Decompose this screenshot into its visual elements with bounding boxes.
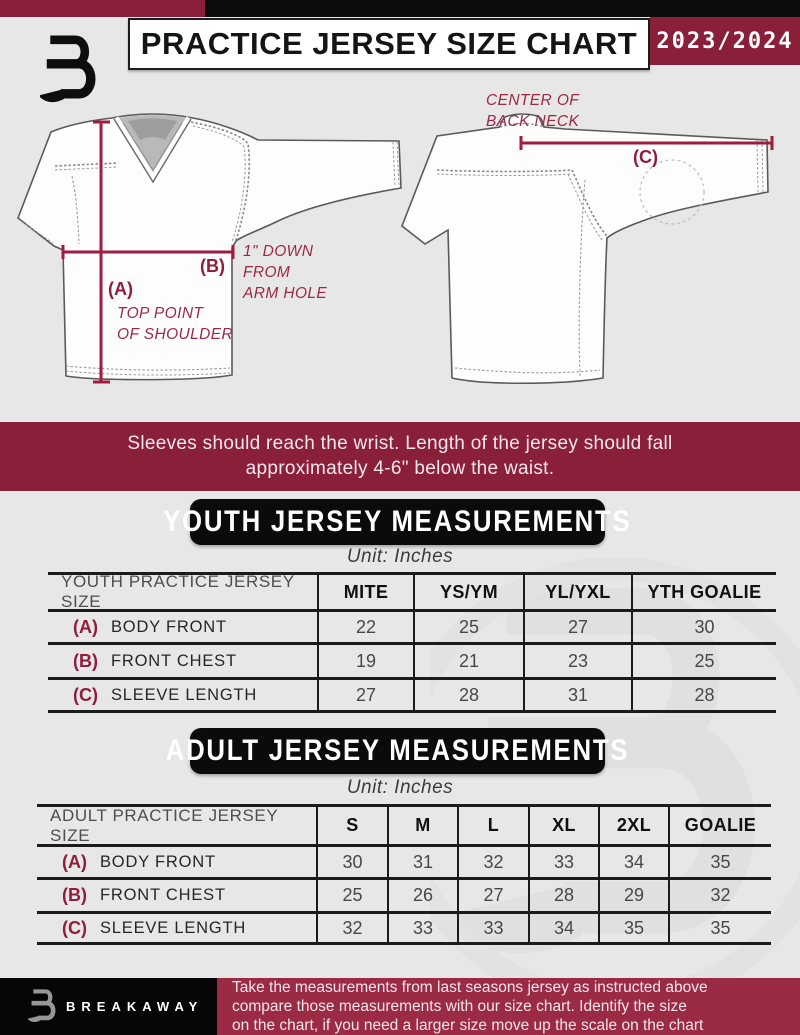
title-box (128, 18, 650, 70)
size-header-cell: XL (528, 804, 598, 844)
row-key: (C) (62, 917, 87, 938)
value-cell: 25 (631, 642, 776, 677)
size-header-cell: S (316, 804, 387, 844)
top-strip-black (205, 0, 800, 17)
row-label: BODY FRONT (111, 617, 227, 636)
row-label-cell (37, 911, 316, 945)
row-label-cell (37, 844, 316, 877)
value-cell: 33 (387, 911, 457, 945)
value-cell: 27 (317, 677, 413, 713)
back-jersey-illustration (402, 114, 768, 383)
value-cell: 32 (457, 844, 528, 877)
footer-line: compare those measurements with our size chart. Identify the size (232, 998, 687, 1015)
footer-brand-name: BREAKAWAY (66, 999, 204, 1014)
top-strip-maroon (0, 0, 205, 17)
value-cell: 35 (598, 911, 668, 945)
adult-unit-label: Unit: Inches (346, 777, 454, 798)
footer-instructions (217, 978, 800, 1035)
table-header-label: ADULT PRACTICE JERSEY SIZE (37, 804, 316, 844)
youth-unit-label: Unit: Inches (346, 546, 454, 567)
banner-line: Sleeves should reach the wrist. Length of the jersey should fall (127, 433, 673, 454)
row-key: (B) (62, 885, 87, 905)
value-cell: 30 (631, 609, 776, 642)
value-cell: 33 (457, 911, 528, 945)
size-header-cell: YL/YXL (523, 572, 631, 609)
row-key: (A) (62, 851, 87, 872)
value-cell: 19 (317, 642, 413, 677)
row-label-cell (37, 877, 316, 911)
size-header-cell: 2XL (598, 804, 668, 844)
value-cell: 25 (413, 609, 523, 642)
season-label: 2023/2024 (656, 28, 794, 54)
jersey-diagrams (0, 70, 800, 422)
label-b-key: (B) (200, 256, 225, 276)
footer-brand-block (0, 978, 217, 1035)
label-c-text: CENTER OF BACK NECK (486, 92, 580, 130)
value-cell: 30 (316, 844, 387, 877)
value-cell: 25 (316, 877, 387, 911)
value-cell: 29 (598, 877, 668, 911)
row-label: SLEEVE LENGTH (111, 685, 258, 704)
row-label-cell (48, 609, 317, 642)
label-a-text: TOP POINT OF SHOULDER (117, 305, 234, 343)
size-header-cell: YS/YM (413, 572, 523, 609)
size-header-cell: MITE (317, 572, 413, 609)
label-c-key: (C) (633, 147, 658, 167)
adult-measurements-table (37, 804, 771, 945)
value-cell: 33 (528, 844, 598, 877)
value-cell: 31 (523, 677, 631, 713)
youth-measurements-table (48, 572, 776, 713)
value-cell: 27 (457, 877, 528, 911)
size-header-cell: YTH GOALIE (631, 572, 776, 609)
value-cell: 34 (528, 911, 598, 945)
row-key: (B) (73, 650, 98, 671)
value-cell: 22 (317, 609, 413, 642)
adult-section-title: ADULT JERSEY MEASUREMENTS (190, 728, 605, 774)
value-cell: 34 (598, 844, 668, 877)
value-cell: 27 (523, 609, 631, 642)
instruction-banner (0, 422, 800, 491)
value-cell: 35 (668, 844, 771, 877)
row-label: FRONT CHEST (111, 651, 237, 670)
row-key: (A) (73, 616, 98, 637)
row-key: (C) (73, 684, 98, 705)
row-label: BODY FRONT (100, 852, 216, 871)
page-title: PRACTICE JERSEY SIZE CHART (140, 26, 638, 61)
youth-section-title: YOUTH JERSEY MEASUREMENTS (190, 499, 605, 545)
row-label-cell (48, 642, 317, 677)
value-cell: 31 (387, 844, 457, 877)
value-cell: 32 (668, 877, 771, 911)
value-cell: 23 (523, 642, 631, 677)
label-a-key: (A) (108, 279, 133, 299)
size-header-cell: L (457, 804, 528, 844)
season-badge (650, 17, 800, 65)
value-cell: 32 (316, 911, 387, 945)
value-cell: 28 (631, 677, 776, 713)
value-cell: 28 (528, 877, 598, 911)
value-cell: 21 (413, 642, 523, 677)
footer-line: on the chart, if you need a larger size move up the scale on the chart (232, 1017, 704, 1034)
size-header-cell: GOALIE (668, 804, 771, 844)
value-cell: 35 (668, 911, 771, 945)
banner-line: approximately 4-6" below the waist. (245, 458, 555, 479)
footer-line: Take the measurements from last seasons jersey as instructed above (232, 979, 708, 996)
value-cell: 26 (387, 877, 457, 911)
label-b-text: 1" DOWN FROM ARM HOLE (243, 243, 328, 302)
row-label: SLEEVE LENGTH (100, 918, 247, 937)
row-label-cell (48, 677, 317, 713)
footer-logo (28, 986, 58, 1028)
row-label: FRONT CHEST (100, 886, 226, 904)
table-header-label: YOUTH PRACTICE JERSEY SIZE (48, 572, 317, 609)
value-cell: 28 (413, 677, 523, 713)
size-header-cell: M (387, 804, 457, 844)
